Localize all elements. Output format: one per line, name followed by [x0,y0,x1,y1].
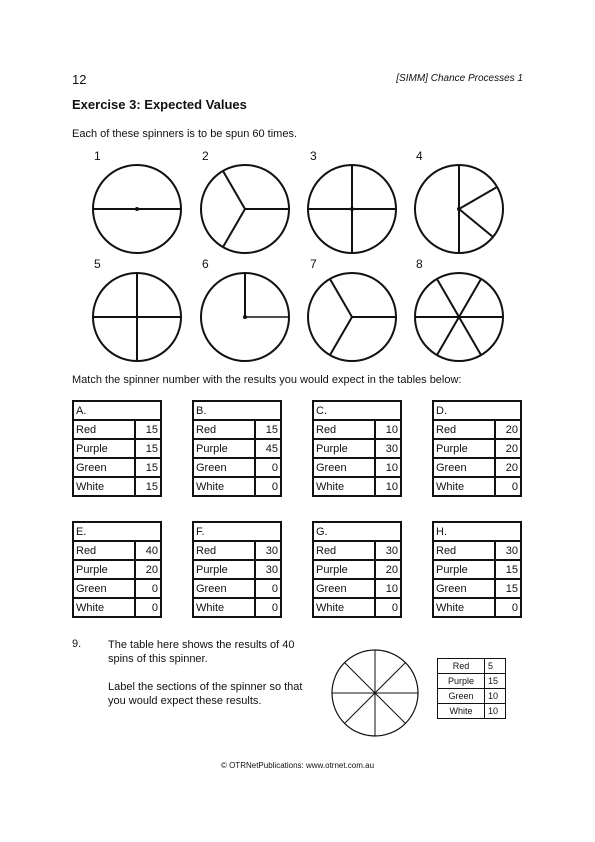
color-cell: Purple [438,674,485,689]
value-cell: 15 [495,579,521,598]
value-cell: 15 [485,674,506,689]
value-cell: 10 [485,689,506,704]
value-cell: 30 [255,541,281,560]
table-row [433,541,521,560]
table-row [433,598,521,617]
exercise-intro: Each of these spinners is to be spun 60 times. [72,128,298,140]
question-9-spinner[interactable] [330,648,420,738]
source-header: [SIMM] Chance Processes 1 [396,73,523,84]
spinner-6-label: 6 [202,257,209,271]
value-cell: 30 [255,560,281,579]
color-cell: White [73,598,135,617]
value-cell: 40 [135,541,161,560]
value-cell: 0 [255,477,281,496]
results-table-b [192,400,282,497]
spinner-8-label: 8 [416,257,423,271]
color-cell: Purple [193,560,255,579]
value-cell: 0 [135,579,161,598]
color-cell: Green [438,689,485,704]
table-label: A. [73,401,161,420]
spinner-4 [413,163,505,255]
table-row [313,420,401,439]
value-cell: 30 [375,541,401,560]
table-row [433,579,521,598]
color-cell: Green [73,458,135,477]
table-row [193,458,281,477]
value-cell: 10 [375,420,401,439]
table-row [438,659,506,674]
table-row [438,689,506,704]
results-table-h [432,521,522,618]
table-row [73,477,161,496]
value-cell: 45 [255,439,281,458]
value-cell: 30 [375,439,401,458]
spinner-5 [91,271,183,363]
color-cell: Red [313,420,375,439]
value-cell: 10 [375,458,401,477]
table-row [193,579,281,598]
color-cell: White [433,477,495,496]
table-row [438,704,506,719]
spinner-7 [306,271,398,363]
spinner-5-label: 5 [94,257,101,271]
value-cell: 15 [135,420,161,439]
results-table-a [72,400,162,497]
table-row [193,560,281,579]
table-row [313,541,401,560]
color-cell: White [73,477,135,496]
color-cell: Green [193,458,255,477]
spinner-4-label: 4 [416,149,423,163]
value-cell: 15 [135,439,161,458]
table-row [313,477,401,496]
color-cell: White [433,598,495,617]
table-row [73,420,161,439]
question-9-instruction: Label the sections of the spinner so that you would expect these results. [108,681,303,707]
value-cell: 20 [375,560,401,579]
exercise-title: Exercise 3: Expected Values [72,97,247,112]
table-row [193,598,281,617]
table-row [193,420,281,439]
table-row [433,560,521,579]
spinner-1 [91,163,183,255]
value-cell: 10 [375,579,401,598]
color-cell: Red [73,541,135,560]
value-cell: 0 [135,598,161,617]
color-cell: Purple [73,439,135,458]
color-cell: Red [193,541,255,560]
color-cell: Red [313,541,375,560]
spinner-8 [413,271,505,363]
color-cell: Green [73,579,135,598]
value-cell: 0 [495,598,521,617]
table-row [313,439,401,458]
color-cell: Red [438,659,485,674]
value-cell: 20 [495,439,521,458]
table-row [73,458,161,477]
value-cell: 0 [375,598,401,617]
color-cell: Purple [313,560,375,579]
color-cell: Red [193,420,255,439]
match-instruction: Match the spinner number with the results you would expect in the tables below: [72,374,462,386]
table-row [193,439,281,458]
table-row [433,458,521,477]
table-label: C. [313,401,401,420]
value-cell: 15 [135,477,161,496]
table-row [313,598,401,617]
table-row [313,579,401,598]
table-row [193,477,281,496]
results-table-f [192,521,282,618]
value-cell: 20 [495,458,521,477]
table-row [313,458,401,477]
value-cell: 0 [255,458,281,477]
color-cell: Green [193,579,255,598]
question-9-number: 9. [72,638,82,650]
table-label: H. [433,522,521,541]
table-row [438,674,506,689]
table-row [313,560,401,579]
table-row [433,420,521,439]
results-table-e [72,521,162,618]
color-cell: White [438,704,485,719]
color-cell: Purple [313,439,375,458]
spinner-3 [306,163,398,255]
value-cell: 10 [485,704,506,719]
table-row [73,598,161,617]
value-cell: 0 [495,477,521,496]
spinner-2-label: 2 [202,149,209,163]
results-table-c [312,400,402,497]
results-table-d [432,400,522,497]
table-label: D. [433,401,521,420]
color-cell: Purple [193,439,255,458]
color-cell: Green [433,579,495,598]
color-cell: White [313,598,375,617]
color-cell: Purple [73,560,135,579]
color-cell: White [313,477,375,496]
value-cell: 20 [495,420,521,439]
table-label: G. [313,522,401,541]
color-cell: White [193,598,255,617]
question-9-table [437,658,506,719]
color-cell: Green [313,458,375,477]
question-9-text: The table here shows the results of 40 spins of this spinner. [108,639,295,665]
value-cell: 0 [255,579,281,598]
footer-copyright: © OTRNetPublications: www.otrnet.com.au [220,761,375,770]
spinner-7-label: 7 [310,257,317,271]
table-row [433,439,521,458]
table-row [433,477,521,496]
color-cell: Red [433,420,495,439]
table-row [73,541,161,560]
table-row [73,560,161,579]
table-label: F. [193,522,281,541]
value-cell: 15 [495,560,521,579]
spinner-6 [199,271,291,363]
value-cell: 10 [375,477,401,496]
table-row [73,579,161,598]
color-cell: Red [73,420,135,439]
color-cell: Green [313,579,375,598]
page-number: 12 [72,72,87,87]
value-cell: 20 [135,560,161,579]
color-cell: Green [433,458,495,477]
table-label: B. [193,401,281,420]
color-cell: Purple [433,560,495,579]
value-cell: 15 [135,458,161,477]
spinner-3-label: 3 [310,149,317,163]
value-cell: 15 [255,420,281,439]
spinner-2 [199,163,291,255]
color-cell: Purple [433,439,495,458]
value-cell: 5 [485,659,506,674]
table-label: E. [73,522,161,541]
value-cell: 30 [495,541,521,560]
results-table-g [312,521,402,618]
color-cell: White [193,477,255,496]
table-row [193,541,281,560]
value-cell: 0 [255,598,281,617]
color-cell: Red [433,541,495,560]
spinner-1-label: 1 [94,149,101,163]
table-row [73,439,161,458]
